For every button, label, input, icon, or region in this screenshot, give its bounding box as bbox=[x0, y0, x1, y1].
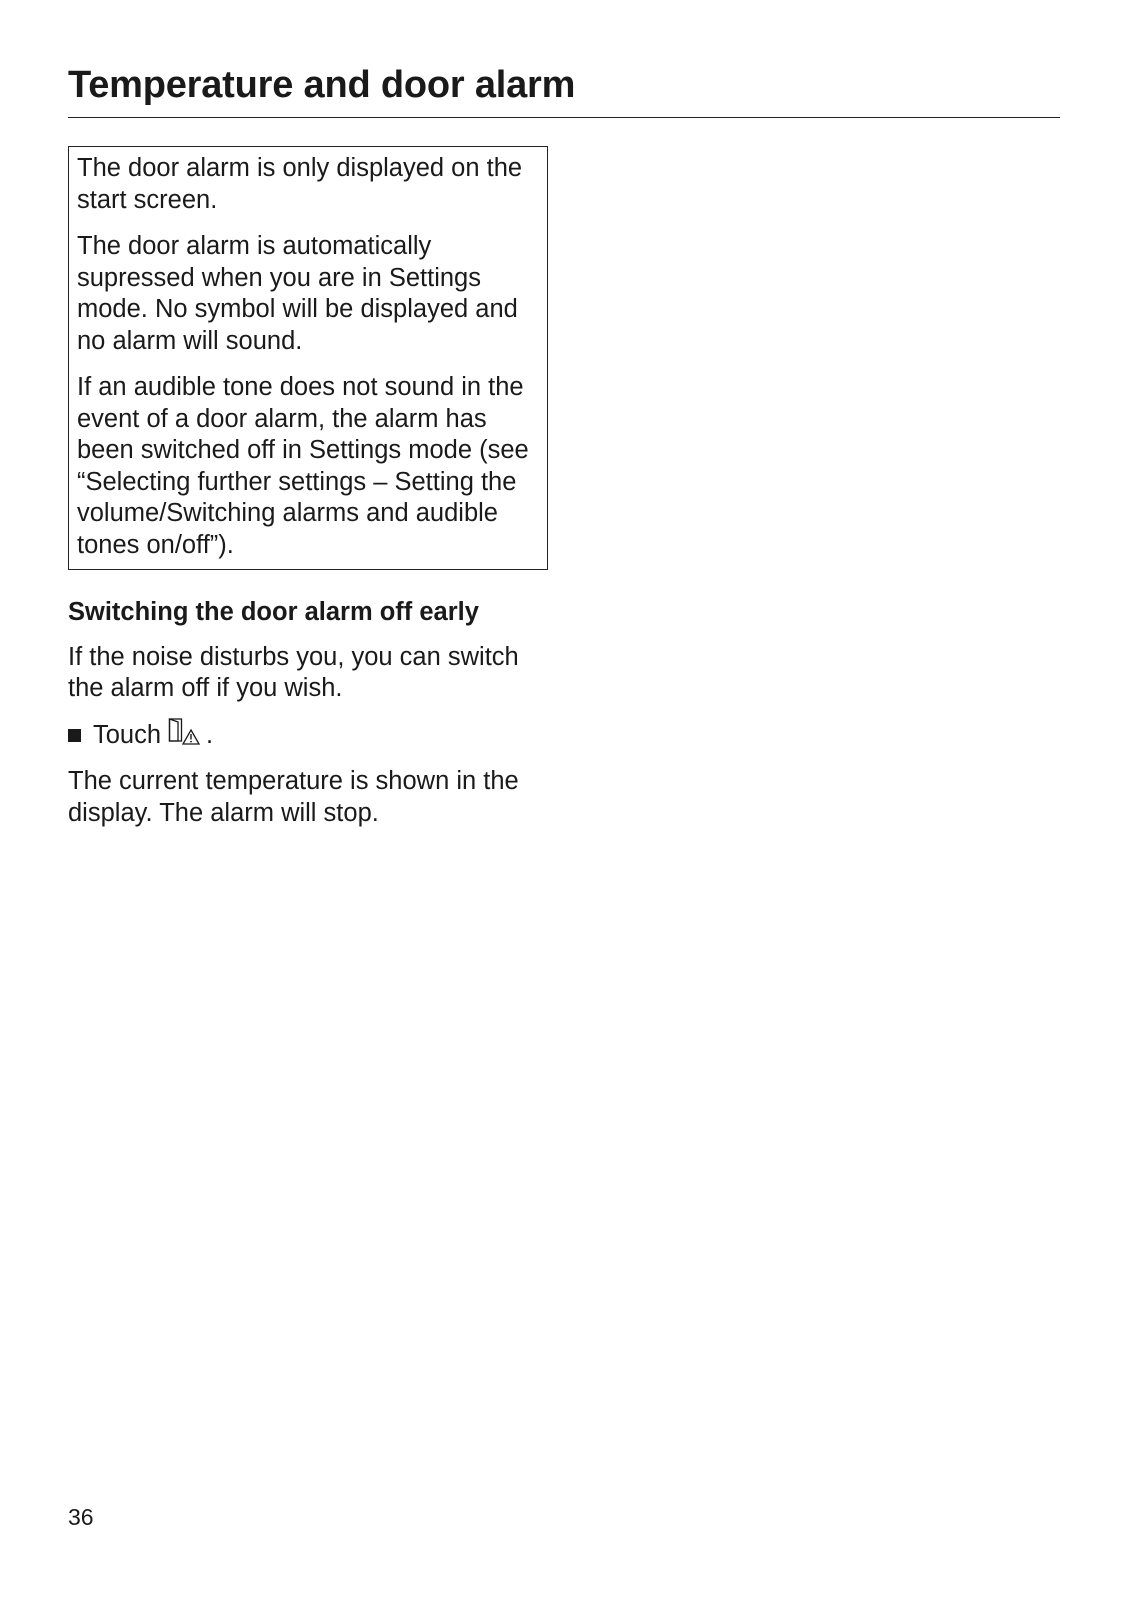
note-box bbox=[68, 146, 548, 570]
note-paragraph: The door alarm is automatically supressed when you are in Settings mode. No symbol will be displayed and no alarm will sound. bbox=[77, 232, 518, 355]
section-heading: Switching the door alarm off early bbox=[68, 598, 479, 626]
section-result: The current temperature is shown in the display. The alarm will stop. bbox=[68, 767, 519, 827]
section-intro: If the noise disturbs you, you can switch the alarm off if you wish. bbox=[68, 642, 519, 702]
title-divider bbox=[68, 117, 1060, 118]
section-switch-off-early bbox=[68, 597, 558, 844]
page-number: 36 bbox=[68, 1504, 94, 1530]
step-label: Touch bbox=[93, 720, 162, 749]
note-paragraph: If an audible tone does not sound in the event of a door alarm, the alarm has been switched off in Settings mode (see “Selecting further settings – Setting the volume/Switching alarms and audible tones on/off”). bbox=[77, 373, 529, 559]
note-paragraph: The door alarm is only displayed on the start screen. bbox=[77, 154, 523, 214]
instruction-step bbox=[68, 720, 558, 752]
door-alarm-icon bbox=[168, 716, 206, 755]
bullet-square-icon bbox=[68, 729, 81, 742]
page-title: Temperature and door alarm bbox=[68, 64, 576, 106]
step-suffix: . bbox=[206, 720, 214, 749]
